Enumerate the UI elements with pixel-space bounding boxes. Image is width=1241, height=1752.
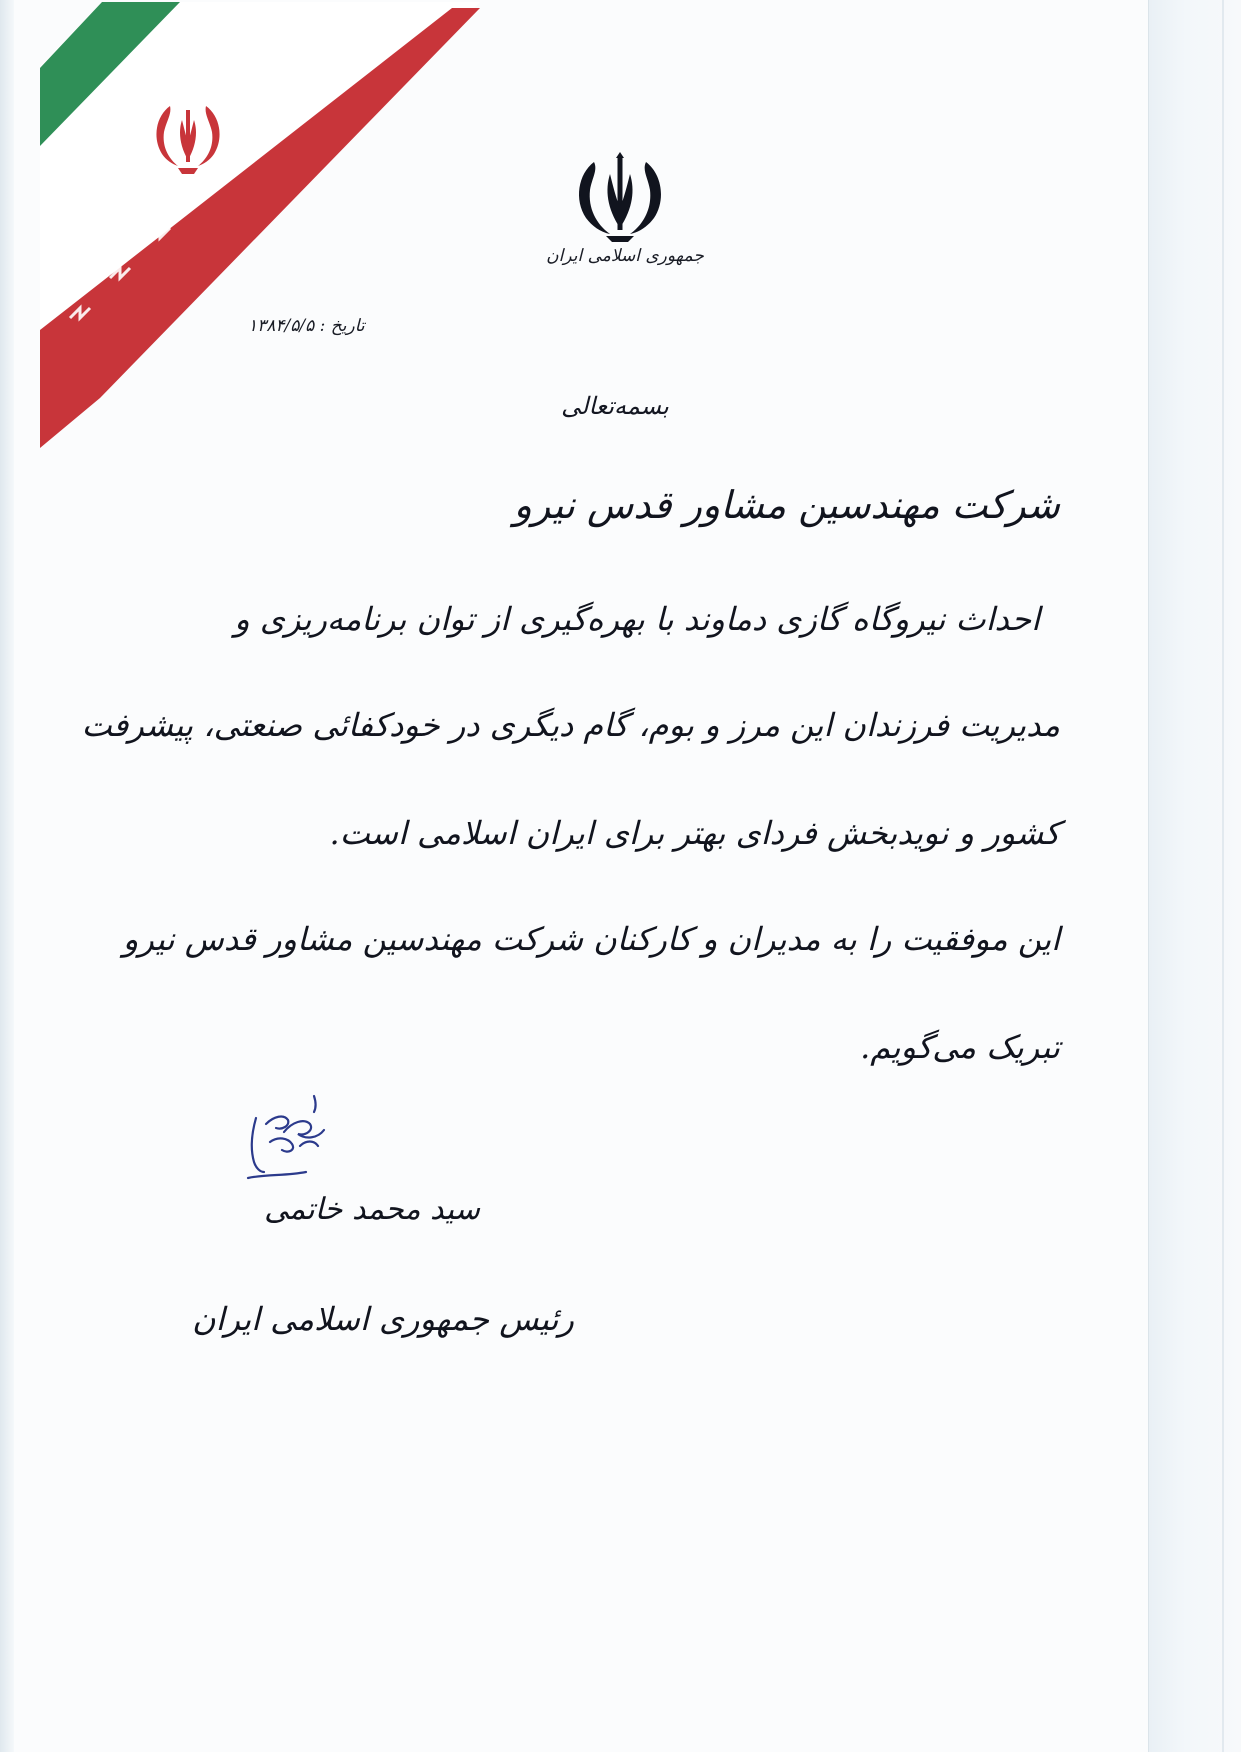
body-line-1: احداث نیروگاه گازی دماوند با بهره‌گیری از توان برنامه‌ریزی و xyxy=(234,600,1040,638)
body-line-3: کشور و نویدبخش فردای بهتر برای ایران اسلامی است. xyxy=(329,814,1060,852)
page-right-fold xyxy=(1148,0,1241,1752)
iran-emblem-icon xyxy=(570,152,670,242)
letterhead-caption: جمهوری اسلامی ایران xyxy=(546,246,704,266)
salutation: بسمه‌تعالی xyxy=(561,392,669,420)
body-line-5: تبریک می‌گویم. xyxy=(860,1028,1060,1066)
body-line-4: این موفقیت را به مدیران و کارکنان شرکت مهندسین مشاور قدس نیرو xyxy=(122,920,1060,958)
page-left-edge xyxy=(0,0,14,1752)
body-line-2: مدیریت فرزندان این مرز و بوم، گام دیگری در خودکفائی صنعتی، پیشرفت xyxy=(81,706,1060,744)
recipient-line: شرکت مهندسین مشاور قدس نیرو xyxy=(513,483,1060,527)
page-right-crease xyxy=(1222,0,1224,1752)
letter-date: تاریخ : ۱۳۸۴/۵/۵ xyxy=(248,316,365,336)
handwritten-signature xyxy=(226,1088,336,1188)
signatory-name: سید محمد خاتمی xyxy=(264,1192,480,1227)
iran-flag-corner-icon xyxy=(40,0,480,450)
signatory-title: رئیس جمهوری اسلامی ایران xyxy=(192,1300,574,1338)
